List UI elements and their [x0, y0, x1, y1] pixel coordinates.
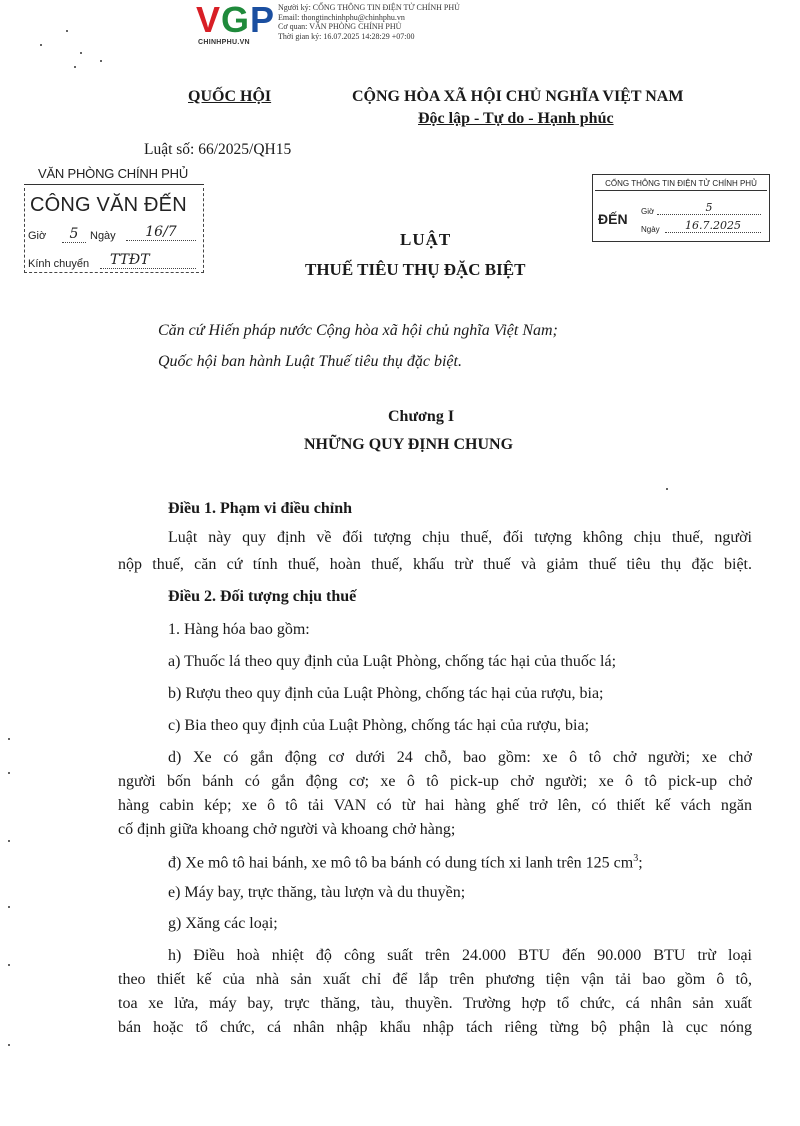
signer: Người ký: CỔNG THÔNG TIN ĐIỆN TỬ CHÍNH PHỦ: [278, 3, 460, 12]
article-2-item-d-line-2: người bốn bánh có gắn động cơ; xe ô tô pick-up chở người; xe ô tô pick-up chở: [118, 773, 752, 790]
stamp-title: CÔNG VĂN ĐẾN: [30, 194, 187, 216]
preamble-basis: Căn cứ Hiến pháp nước Cộng hòa xã hội chủ nghĩa Việt Nam;: [158, 322, 558, 339]
scan-speck: [8, 772, 10, 774]
document-title: THUẾ TIÊU THỤ ĐẶC BIỆT: [305, 260, 526, 279]
article-2-item-e: e) Máy bay, trực thăng, tàu lượn và du thuyền;: [168, 884, 466, 901]
scan-speck: [40, 44, 42, 46]
stamp-forward-label: Kính chuyển: [28, 258, 90, 270]
scan-speck: [8, 738, 10, 740]
scan-speck: [8, 840, 10, 842]
article-2-item-h-line-4: bán hoặc tổ chức, cá nhân nhập khẩu nhập tách riêng từng bộ phận là cục nóng: [118, 1019, 752, 1036]
article-2-item-h-line-1: h) Điều hoà nhiệt độ công suất trên 24.000 BTU đến 90.000 BTU trừ loại: [168, 947, 752, 964]
article-2-item-d-line-4: cố định giữa khoang chở người và khoang chở hàng;: [118, 821, 456, 838]
stamp-day-value: 16.7.2025: [665, 219, 761, 233]
stamp-day-value: 16/7: [126, 224, 196, 241]
stamp-day-label: Ngày: [641, 225, 660, 234]
stamp-day-label: Ngày: [90, 230, 116, 242]
stamp-hour-label: Giờ: [28, 230, 47, 242]
national-title: CỘNG HÒA XÃ HỘI CHỦ NGHĨA VIỆT NAM: [352, 88, 684, 105]
digital-signature-info: [278, 3, 460, 41]
chapter-number: Chương I: [388, 408, 455, 425]
article-1-line-1: Luật này quy định về đối tượng chịu thuế, đối tượng không chịu thuế, người: [168, 529, 752, 546]
preamble-promulgation: Quốc hội ban hành Luật Thuế tiêu thụ đặc biệt.: [158, 353, 462, 370]
signed-time: Thời gian ký: 16.07.2025 14:28:29 +07:00: [278, 31, 415, 41]
stamp-hour-value: 5: [62, 226, 86, 243]
scan-speck: [74, 66, 76, 68]
stamp-hour-label: Giờ: [641, 207, 655, 216]
article-2-item-d-line-3: hàng cabin kép; xe ô tô tải VAN có từ hai hàng ghế trở lên, có thiết kế vách ngăn: [118, 797, 752, 814]
signer-email: Email: thongtinchinhphu@chinhphu.vn: [278, 12, 405, 22]
stamp-hour-value: 5: [657, 201, 761, 215]
article-2-heading: Điều 2. Đối tượng chịu thuế: [168, 588, 357, 605]
scan-speck: [8, 1044, 10, 1046]
issuing-body: QUỐC HỘI: [188, 88, 272, 105]
chapter-title: NHỮNG QUY ĐỊNH CHUNG: [304, 436, 514, 453]
signer-agency: Cơ quan: VĂN PHÒNG CHÍNH PHỦ: [278, 22, 402, 31]
stamp-org: CỔNG THÔNG TIN ĐIỆN TỬ CHÍNH PHỦ: [595, 179, 767, 191]
scan-speck: [666, 488, 668, 490]
article-2-item-dd: đ) Xe mô tô hai bánh, xe mô tô ba bánh có dung tích xi lanh trên 125 $cm^3$;: [168, 853, 643, 872]
article-1-heading: Điều 1. Phạm vi điều chỉnh: [168, 500, 353, 517]
article-2-item-b: b) Rượu theo quy định của Luật Phòng, chống tác hại của rượu, bia;: [168, 685, 604, 702]
scan-speck: [66, 30, 68, 32]
received-stamp-office: [22, 166, 204, 274]
article-2-item-h-line-3: toa xe lửa, máy bay, trực thăng, tàu, thuyền. Trường hợp tổ chức, cá nhân sản xuất: [118, 995, 752, 1012]
stamp-org: VĂN PHÒNG CHÍNH PHỦ: [37, 166, 189, 181]
document-type: LUẬT: [400, 230, 452, 249]
scan-speck: [8, 906, 10, 908]
vgp-logo: VGP: [196, 0, 276, 40]
scan-speck: [80, 52, 82, 54]
stamp-divider: [24, 184, 204, 185]
received-stamp-portal: [592, 174, 770, 242]
article-2-item-g: g) Xăng các loại;: [168, 915, 278, 932]
stamp-forward-value: TTĐT: [100, 252, 196, 269]
article-2-item-h-line-2: theo thiết kế của nhà sản xuất chỉ để lắp trên phương tiện vận tải bao gồm ô tô,: [118, 971, 752, 988]
article-2-item-c: c) Bia theo quy định của Luật Phòng, chống tác hại của rượu, bia;: [168, 717, 590, 734]
article-1-line-2: nộp thuế, căn cứ tính thuế, hoàn thuế, khấu trừ thuế và giảm thuế tiêu thụ đặc biệt.: [118, 556, 752, 573]
article-2-item-d-line-1: d) Xe có gắn động cơ dưới 24 chỗ, bao gồm: xe ô tô chở người; xe chở: [168, 749, 752, 766]
stamp-den: ĐẾN: [598, 211, 628, 227]
article-2-item-1: 1. Hàng hóa bao gồm:: [168, 621, 310, 638]
national-motto: Độc lập - Tự do - Hạnh phúc: [418, 110, 614, 127]
law-number: Luật số: 66/2025/QH15: [144, 141, 292, 158]
scan-speck: [100, 60, 102, 62]
vgp-site: CHINHPHU.VN: [198, 39, 250, 46]
scan-speck: [8, 964, 10, 966]
article-2-item-a: a) Thuốc lá theo quy định của Luật Phòng, chống tác hại của thuốc lá;: [168, 653, 617, 670]
